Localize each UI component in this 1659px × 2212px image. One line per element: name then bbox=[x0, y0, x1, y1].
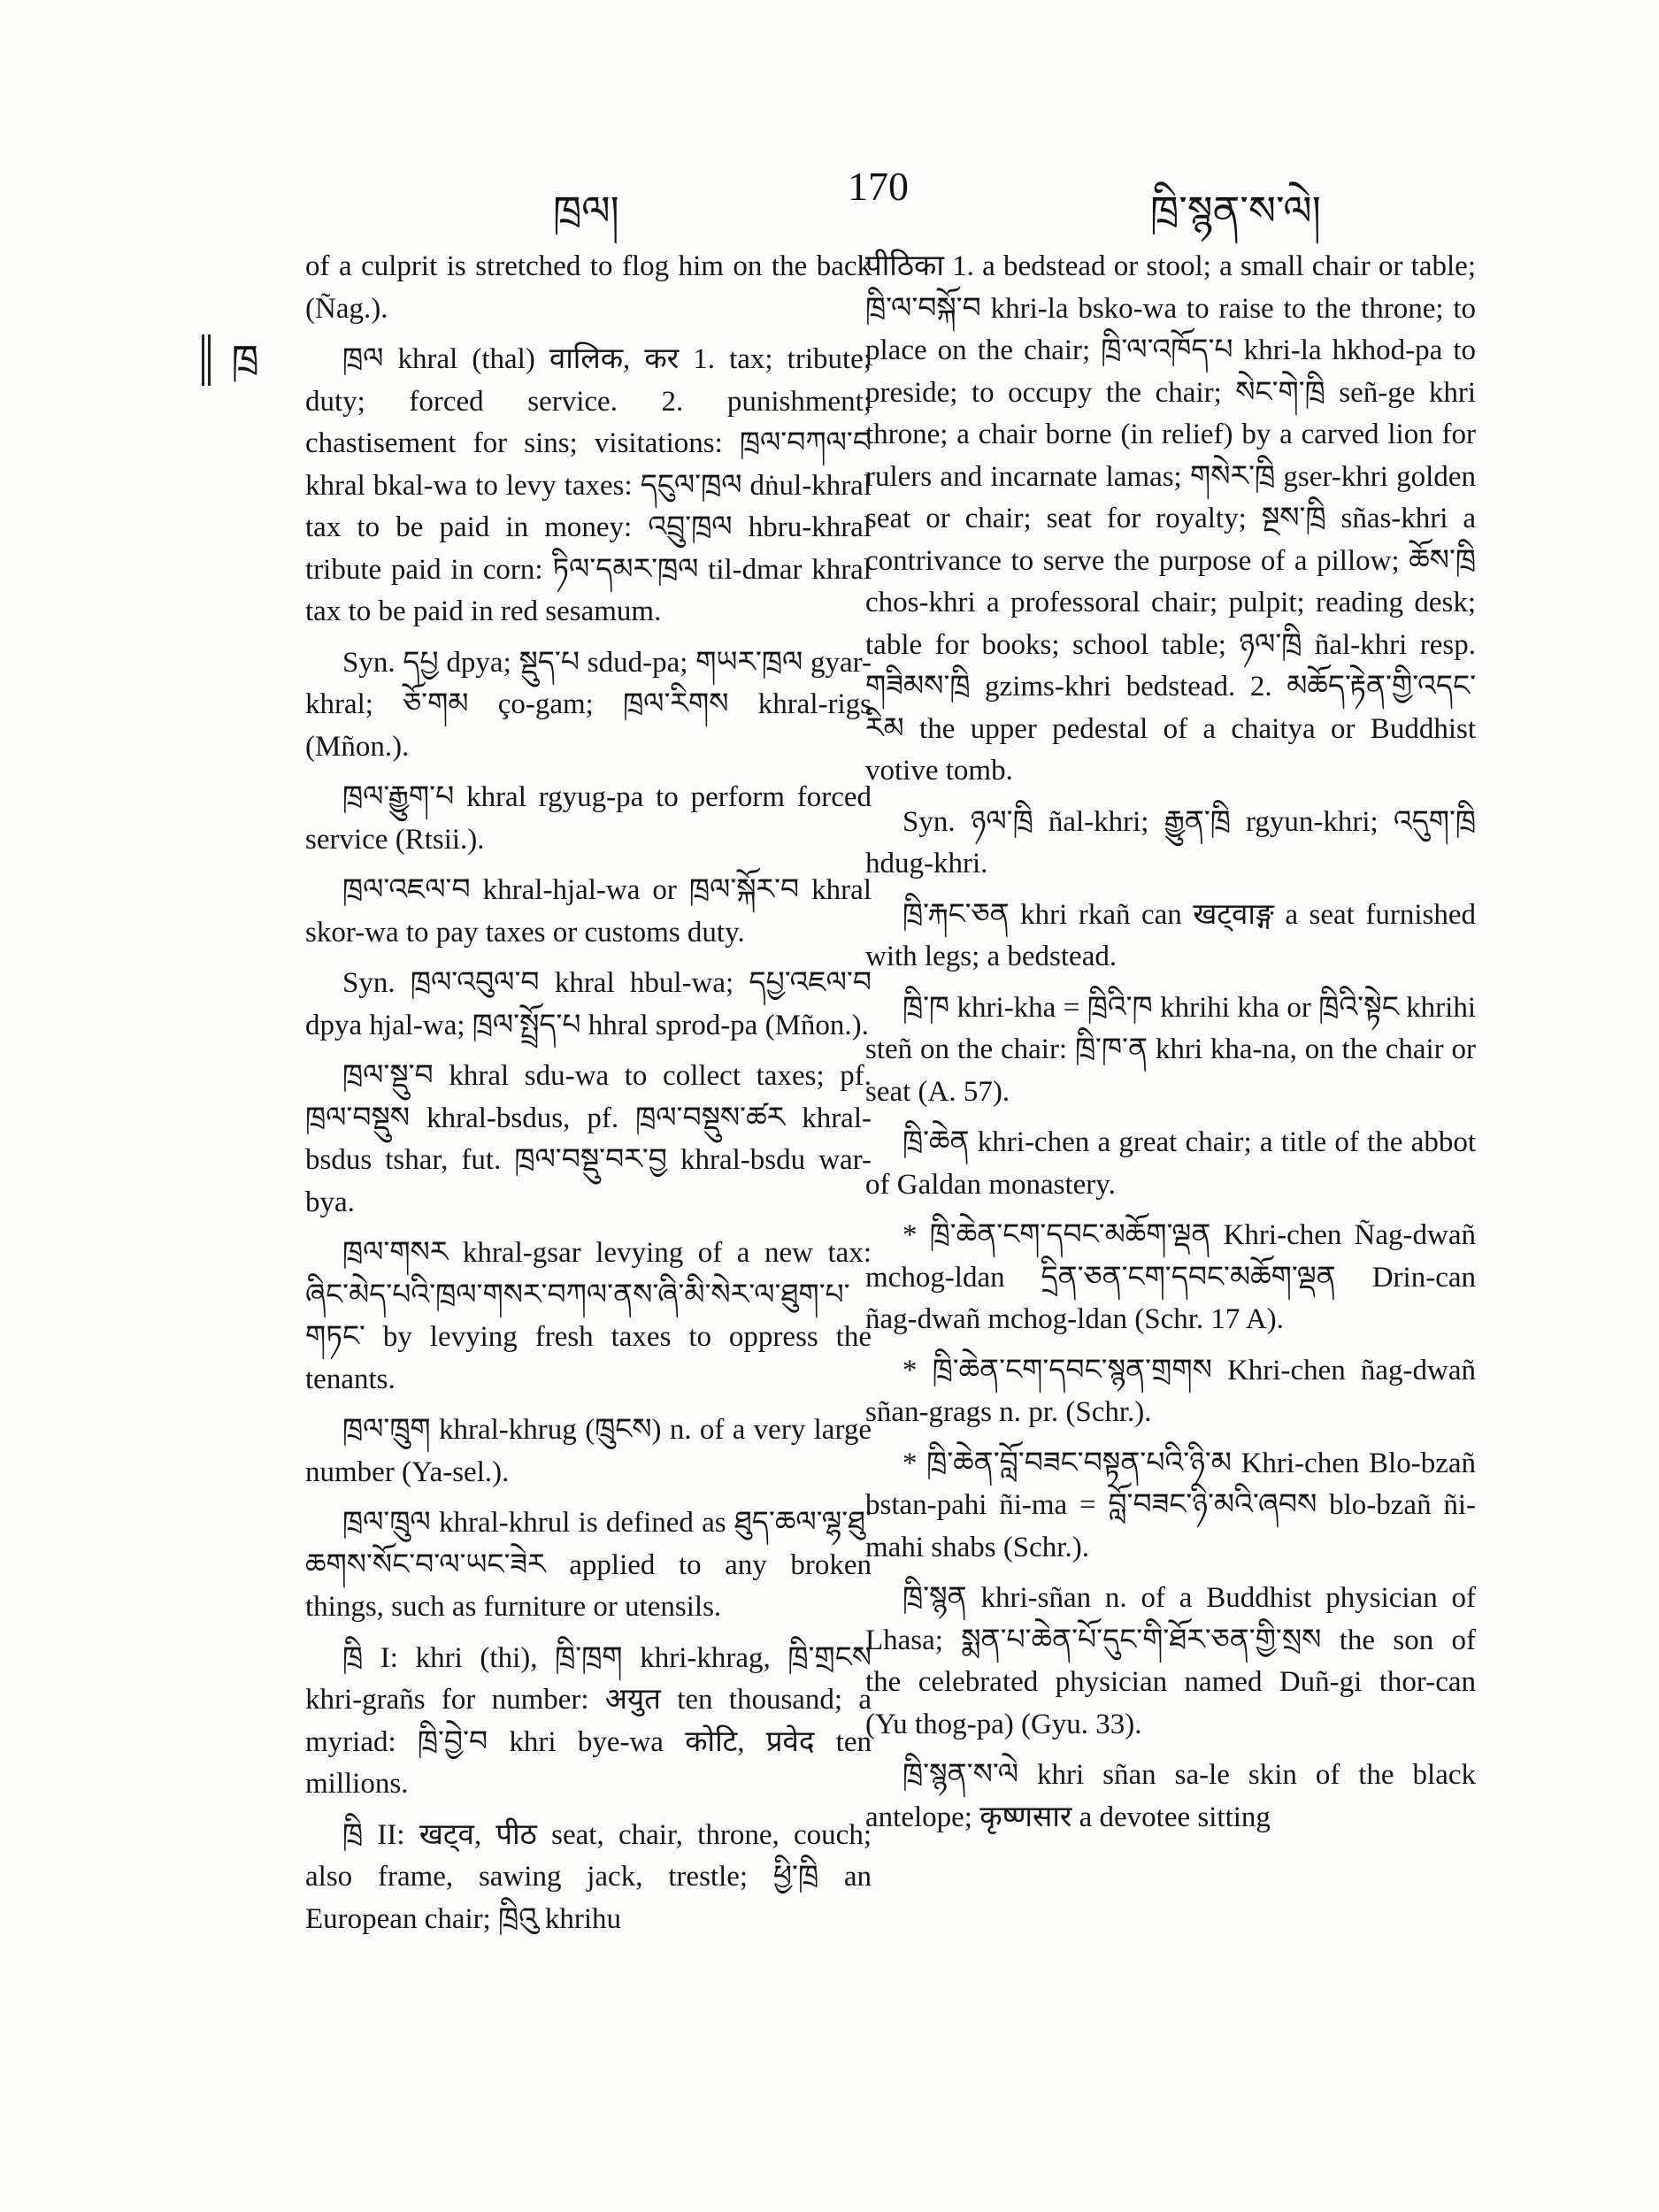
entry-paragraph: ཁྲལ་རྒྱུག་པ khral rgyug-pa to perform forced service (Rtsii.). bbox=[305, 781, 872, 856]
left-column bbox=[305, 246, 872, 1949]
entry-paragraph: ཁྲི II: खट्व, पीठ seat, chair, throne, couch; also frame, sawing jack, trestle; ཕྱི་ཁྲི an European chair; ཁྲིའུ khrihu bbox=[305, 1818, 872, 1935]
entry-paragraph: ཁྲི་ཆེན khri-chen a great chair; a title of the abbot of Galdan monastery. bbox=[865, 1126, 1476, 1201]
right-column bbox=[865, 246, 1476, 1847]
running-head-left: ཁྲལ། bbox=[553, 187, 619, 234]
entry-paragraph: Syn. ཁྲལ་འབུལ་བ khral hbul-wa; དཔྱ་འཇལ་བ dpya hjal-wa; ཁྲལ་སྤྲོད་པ hhral sprod-pa (Mñon.). bbox=[305, 967, 872, 1041]
entry-paragraph: * ཁྲི་ཆེན་བློ་བཟང་བསྟན་པའི་ཉི་མ Khri-chen Blo-bzañ bstan-pahi ñi-ma = བློ་བཟང་ཉི་མའི་ཞབས blo-bzañ ñi-mahi shabs (Schr.). bbox=[865, 1447, 1476, 1563]
entry-paragraph: ཁྲལ་ཁྲུག khral-khrug (ཁྲུངས) n. of a very large number (Ya-sel.). bbox=[305, 1414, 872, 1488]
entry-paragraph: ཁྲི་སྙན khri-sñan n. of a Buddhist physician of Lhasa; སྨན་པ་ཆེན་པོ་དུང་གི་ཐོར་ཅན་གྱི་སྲས the son of the celebrated physician named Duñ-gi thor-can (Yu thog-pa) (Gyu. 33). bbox=[865, 1582, 1476, 1740]
page-number: 170 bbox=[848, 164, 909, 209]
entry-paragraph: ཁྲལ་གསར khral-gsar levying of a new tax: ཞིང་མེད་པའི་ཁྲལ་གསར་བཀལ་ནས་ཞི་མི་སེར་ལ་ཐུག་པ་གཏང་ by levying fresh taxes to oppress the tenants. bbox=[305, 1237, 872, 1395]
entry-paragraph: ཁྲི I: khri (thi), ཁྲི་ཁྲག khri-khrag, ཁྲི་གྲངས khri-grañs for number: अयुत ten thousand; a myriad: ཁྲི་བྱེ་བ khri bye-wa कोटि, प्रवेद ten millions. bbox=[305, 1641, 872, 1800]
entry-paragraph: Syn. ཉལ་ཁྲི ñal-khri; རྒྱུན་ཁྲི rgyun-khri; འདུག་ཁྲི hdug-khri. bbox=[865, 805, 1476, 879]
entry-paragraph: * ཁྲི་ཆེན་ངག་དབང་མཆོག་ལྡན Khri-chen Ñag-dwañ mchog-ldan དྲིན་ཅན་ངག་དབང་མཆོག་ལྡན Drin-can ñag-dwañ mchog-ldan (Schr. 17 A). bbox=[865, 1219, 1476, 1335]
entry-paragraph: ཁྲལ khral (thal) वालिक, कर 1. tax; tribute; duty; forced service. 2. punishment; chastisement for sins; visitations: ཁྲལ་བཀལ་བ khral bkal-wa to levy taxes: དངུལ་ཁྲལ dṅul-khral tax to be paid in money: འབྲུ་ཁྲལ hbru-khral tribute paid in corn: ཏིལ་དམར་ཁྲལ til-dmar khral tax to be paid in red sesamum. bbox=[305, 343, 872, 627]
entry-paragraph: Syn. དཔྱ dpya; སྡུད་པ sdud-pa; གཡར་ཁྲལ gyar-khral; ཅོ་གམ ço-gam; ཁྲལ་རིགས khral-rigs (Mñon.). bbox=[305, 646, 872, 763]
entry-paragraph: ཁྲལ་སྡུ་བ khral sdu-wa to collect taxes; pf. ཁྲལ་བསྡུས khral-bsdus, pf. ཁྲལ་བསྡུས་ཚར khral-bsdus tshar, fut. ཁྲལ་བསྡུ་བར་བྱ khral-bsdu war-bya. bbox=[305, 1060, 872, 1218]
entry-paragraph: of a culprit is stretched to flog him on the back (Ñag.). bbox=[305, 250, 872, 325]
entry-paragraph: ཁྲི་ཁ khri-kha = ཁྲིའི་ཁ khrihi kha or ཁྲིའི་སྟེང khrihi steñ on the chair: ཁྲི་ཁ་ན khri kha-na, on the chair or seat (A. 57). bbox=[865, 991, 1476, 1108]
section-index-marker: ཁྲ bbox=[202, 334, 280, 386]
entry-paragraph: ཁྲལ་ཁྲུལ khral-khrul is defined as ཐུད་ཆལ་ལྷ་ཐུ་ཆགས་སོང་བ་ལ་ཡང་ཟེར applied to any broken things, such as furniture or utensils. bbox=[305, 1507, 872, 1623]
entry-paragraph: * ཁྲི་ཆེན་ངག་དབང་སྙན་གྲགས Khri-chen ñag-dwañ sñan-grags n. pr. (Schr.). bbox=[865, 1354, 1476, 1428]
entry-paragraph: ཁྲི་རྐང་ཅན khri rkañ can खट्वाङ्ग a seat furnished with legs; a bedstead. bbox=[865, 898, 1476, 972]
entry-paragraph: ཁྲལ་འཇལ་བ khral-hjal-wa or ཁྲལ་སྐོར་བ khral skor-wa to pay taxes or customs duty. bbox=[305, 874, 872, 949]
running-head-right: ཁྲི་སྙན་ས་ལེ། bbox=[1150, 187, 1321, 234]
entry-paragraph: ཁྲི་སྙན་ས་ལེ khri sñan sa-le skin of the black antelope; कृष्णसार a devotee sitting bbox=[865, 1759, 1476, 1833]
entry-paragraph: पीठिका 1. a bedstead or stool; a small chair or table; ཁྲི་ལ་བསྐོ་བ khri-la bsko-wa to raise to the throne; to place on the chair; ཁྲི་ལ་འཁོད་པ khri-la hkhod-pa to preside; to occupy the chair; སེང་གེ་ཁྲི señ-ge khri throne; a chair borne (in relief) by a carved lion for rulers and incarnate lamas; གསེར་ཁྲི gser-khri golden seat or chair; seat for royalty; སྔས་ཁྲི sñas-khri a contrivance to serve the purpose of a pillow; ཆོས་ཁྲི chos-khri a professoral chair; pulpit; reading desk; table for books; school table; ཉལ་ཁྲི ñal-khri resp. གཟིམས་ཁྲི gzims-khri bedstead. 2. མཆོད་རྟེན་གྱི་འདང་རིམ the upper pedestal of a chaitya or Buddhist votive tomb. bbox=[865, 250, 1476, 787]
